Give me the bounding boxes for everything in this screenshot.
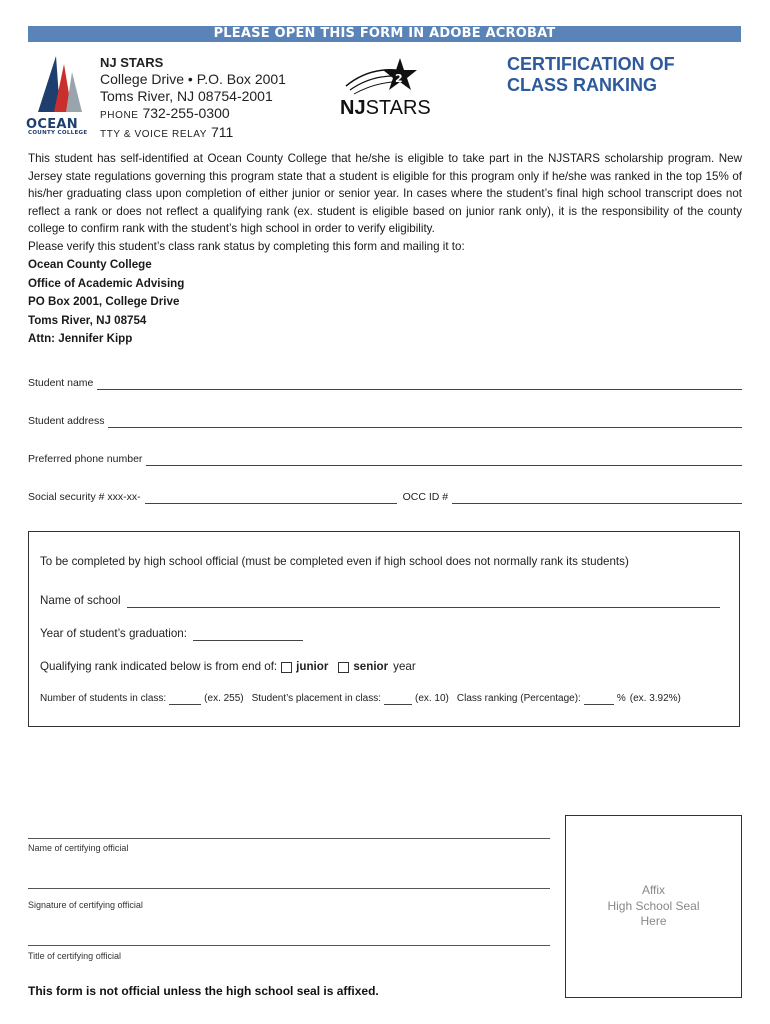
svg-text:NJSTARS [340, 97, 431, 119]
student-address-field[interactable] [108, 417, 742, 428]
year-label: year [393, 660, 416, 673]
ssn-label: Social security # xxx-xx- [28, 491, 141, 503]
phone-row [28, 452, 742, 466]
verify-instruction: Please verify this student’s class rank status by completing this form and mailing it to: [28, 240, 465, 253]
official-notice: This form is not official unless the high school seal is affixed. [28, 984, 379, 998]
student-name-label: Student name [28, 377, 94, 389]
official-title-field[interactable] [28, 945, 550, 946]
rank-prefix-label: Qualifying rank indicated below is from end of: [40, 660, 278, 673]
official-signature-field[interactable] [28, 888, 550, 889]
phone-line [100, 105, 286, 124]
seal-instruction: Affix High School Seal Here [607, 883, 700, 929]
ssn-occ-row [28, 490, 742, 504]
njstars-logo [338, 56, 434, 120]
ranking-suffix: % [616, 693, 626, 704]
org-name: NJ STARS [100, 55, 164, 70]
school-field[interactable] [127, 597, 720, 608]
address-block [100, 54, 286, 143]
placement-label: Student’s placement in class: [251, 693, 381, 704]
student-name-field[interactable] [97, 379, 742, 390]
ssn-field[interactable] [145, 493, 397, 504]
grad-year-row [40, 627, 303, 641]
college-logo-wordmark: OCEAN [26, 117, 78, 132]
svg-text:2: 2 [395, 72, 403, 85]
rank-row [40, 660, 416, 674]
official-name-field[interactable] [28, 838, 550, 839]
official-name-label: Name of certifying official [28, 843, 129, 853]
occ-id-label: OCC ID # [402, 491, 449, 503]
address-line-2: Toms River, NJ 08754-2001 [100, 88, 273, 104]
phone-label: PHONE [100, 110, 139, 121]
occ-id-field[interactable] [452, 493, 742, 504]
mailing-address [28, 256, 184, 349]
form-title-line-1: CERTIFICATION OF [507, 54, 675, 74]
senior-checkbox[interactable] [338, 662, 349, 673]
phone-field[interactable] [146, 455, 742, 466]
mailing-line: Ocean County College [28, 258, 152, 271]
address-line-1: College Drive • P.O. Box 2001 [100, 71, 286, 87]
intro-paragraph: This student has self-identified at Ocean County College that he/she is eligible to take part in the NJSTARS scholarship program. New Jersey state regulations governing this program state that a student is eligible for this program only if he/she was ranked in the top 15% of his/her graduating class upon completion of either junior or senior year. In cases where the student’s final high school transcript does not reflect a rank or does not reflect a qualifying rank (ex. student is eligible based on junior rank only), it is the responsibility of the county college to confirm rank with the student’s high school in order to verify eligibility. [28, 152, 742, 235]
num-students-label: Number of students in class: [40, 693, 167, 704]
tty-line [100, 124, 286, 143]
mailing-line: Toms River, NJ 08754 [28, 313, 147, 327]
phone-number: 732-255-0300 [142, 105, 230, 121]
official-signature-label: Signature of certifying official [28, 900, 143, 910]
rank-details-row [40, 693, 681, 705]
school-label: Name of school [40, 594, 121, 607]
form-title [507, 54, 737, 96]
school-row [40, 594, 720, 608]
college-logo-subtitle: COUNTY COLLEGE [28, 130, 88, 136]
mailing-line: PO Box 2001, College Drive [28, 295, 180, 308]
placement-example: (ex. 10) [414, 693, 449, 704]
form-title-line-2: CLASS RANKING [507, 75, 658, 95]
junior-checkbox[interactable] [281, 662, 292, 673]
student-address-label: Student address [28, 415, 105, 427]
num-students-example: (ex. 255) [204, 693, 244, 704]
student-address-row [28, 414, 742, 428]
grad-year-field[interactable] [193, 630, 303, 641]
student-name-row [28, 376, 742, 390]
njstars-logo-stars: STARS [365, 97, 431, 119]
njstars-logo-nj: NJ [340, 97, 366, 119]
ranking-example: (ex. 3.92%) [629, 693, 681, 704]
grad-year-label: Year of student’s graduation: [40, 627, 187, 640]
mailing-line: Office of Academic Advising [28, 276, 185, 290]
header-banner: PLEASE OPEN THIS FORM IN ADOBE ACROBAT [28, 26, 741, 42]
senior-label: senior [353, 660, 389, 673]
official-title-label: Title of certifying official [28, 951, 122, 961]
official-heading: To be completed by high school official (must be completed even if high school does not normally rank its students) [40, 555, 629, 568]
tty-label: TTY & VOICE RELAY [100, 129, 208, 140]
mailing-line: Attn: Jennifer Kipp [28, 332, 133, 345]
junior-label: junior [296, 660, 329, 673]
placement-field[interactable] [384, 696, 412, 705]
ranking-field[interactable] [584, 696, 614, 705]
phone-label-field: Preferred phone number [28, 453, 143, 465]
ranking-label: Class ranking (Percentage): [456, 693, 581, 704]
tty-number: 711 [210, 124, 234, 140]
num-students-field[interactable] [169, 696, 201, 705]
school-seal-box [565, 815, 742, 998]
